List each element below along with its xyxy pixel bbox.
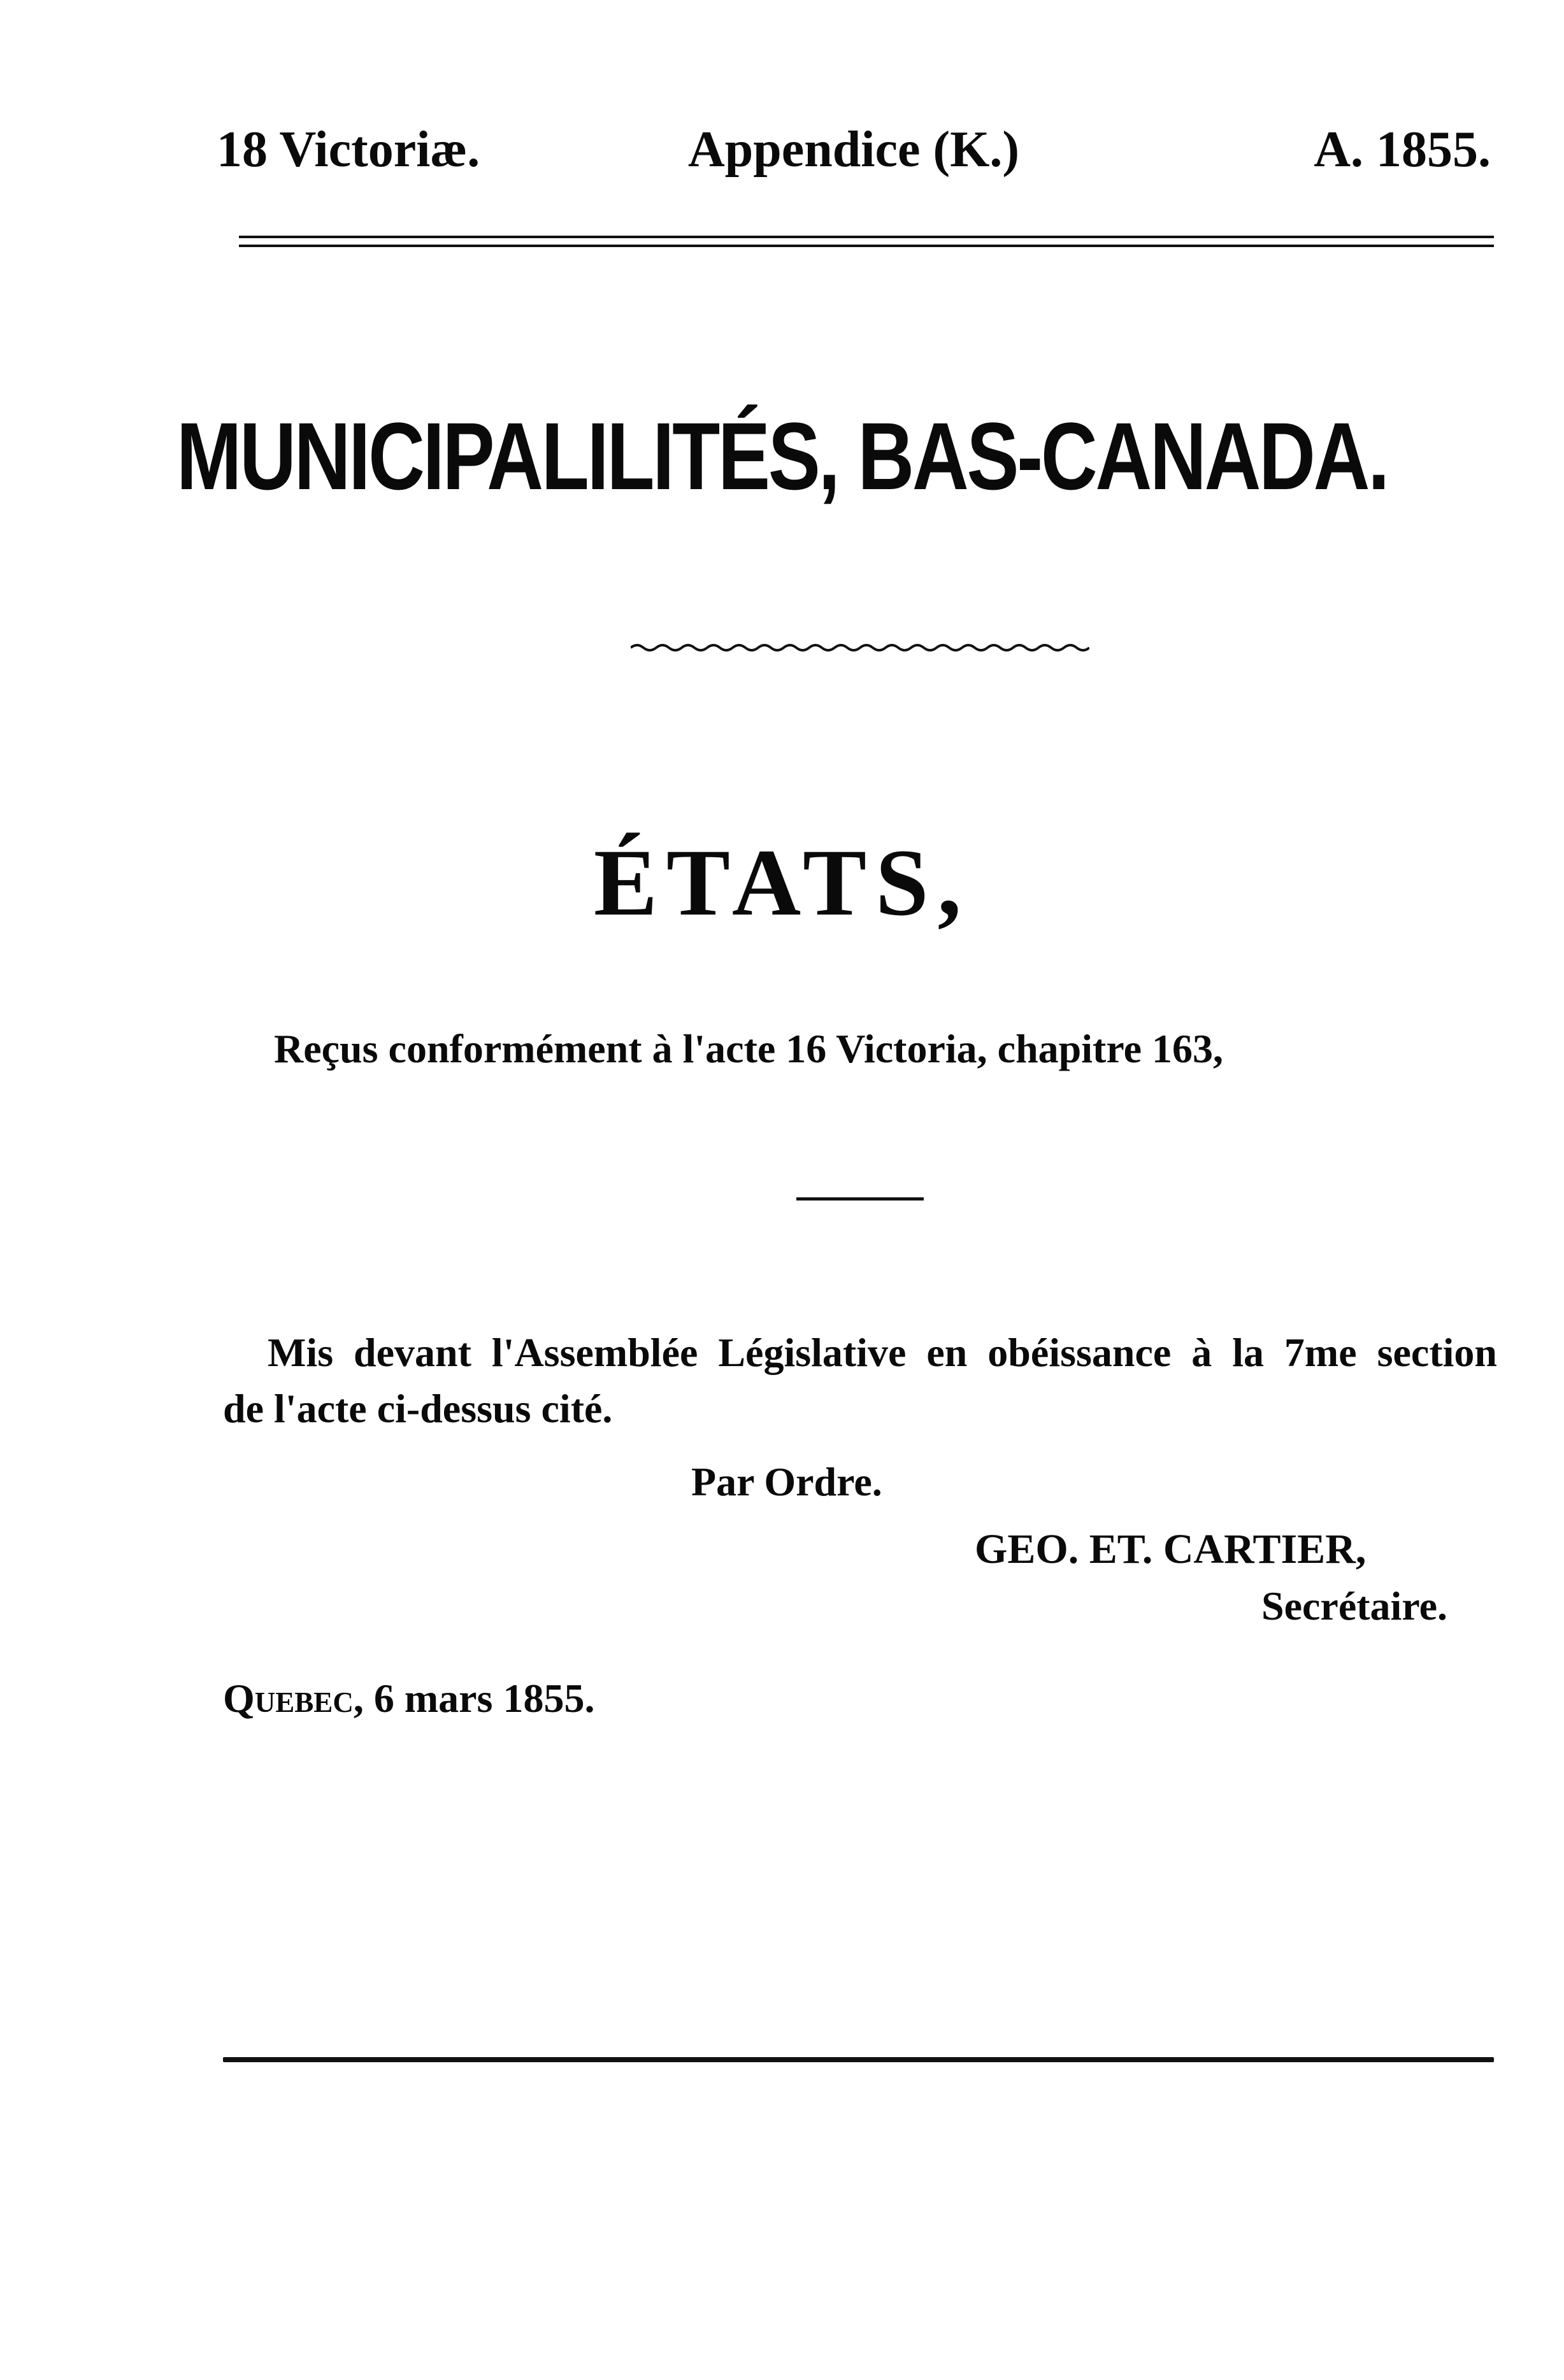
document-title: MUNICIPALILITÉS, BAS-CANADA. — [176, 403, 1388, 509]
wavy-divider — [631, 640, 1089, 655]
header-regnal-year: 18 Victoriæ. — [217, 122, 480, 178]
running-header — [217, 121, 1491, 197]
laid-before-line-1: Mis devant l'Assemblée Législative en obéissance à la 7me section — [268, 1330, 1497, 1375]
signatory-name: GEO. ET. CARTIER, — [975, 1526, 1367, 1572]
signatory-role: Secrétaire. — [1261, 1583, 1447, 1628]
header-year: A. 1855. — [1314, 122, 1491, 178]
header-appendix: Appendice (K.) — [688, 122, 1019, 178]
header-double-rule — [239, 236, 1494, 247]
place-date — [223, 1675, 594, 1722]
place-name: Quebec, — [223, 1676, 364, 1721]
date-text: 6 mars 1855. — [363, 1676, 595, 1721]
bottom-rule — [223, 2057, 1494, 2062]
section-heading: ÉTATS, — [593, 830, 971, 936]
received-statement: Reçus conformément à l'acte 16 Victoria, chapitre 163, — [274, 1026, 1223, 1071]
laid-before-paragraph — [223, 1325, 1497, 1437]
laid-before-line-2: de l'acte ci-dessus cité. — [223, 1386, 613, 1431]
by-order: Par Ordre. — [691, 1459, 882, 1504]
short-divider — [796, 1197, 924, 1201]
